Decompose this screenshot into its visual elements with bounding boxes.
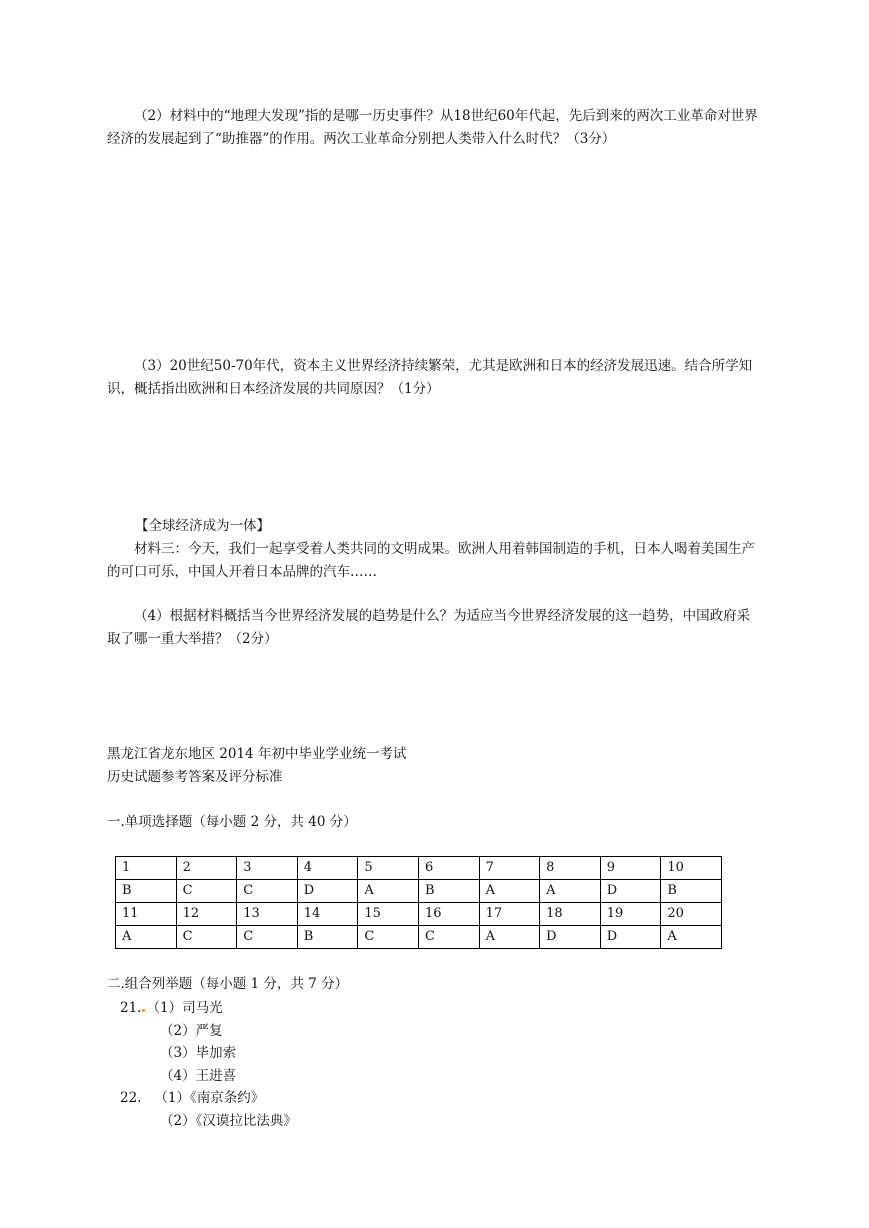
table-cell: 5 [358,857,419,880]
table-cell: B [661,880,722,903]
table-cell: D [600,926,661,949]
table-cell: 16 [418,903,479,926]
q21-item-2: （2）严复 [160,1022,223,1039]
table-cell: 4 [297,857,358,880]
table-cell: 20 [661,903,722,926]
q21-number: 21. [120,1000,142,1016]
table-cell: D [540,926,601,949]
q22-item-2: （2）《汉谟拉比法典》 [160,1112,297,1129]
answer-table [115,856,722,949]
table-cell: 15 [358,903,419,926]
question-4: （4）根据材料概括当今世界经济发展的趋势是什么？为适应当今世界经济发展的这一趋势，中国政府采取了哪一重大举措？（2分） [107,608,751,647]
q21-item-1: 21. （1）司马光 [120,1000,223,1016]
table-cell: B [297,926,358,949]
table-row [116,880,722,903]
table-cell: 9 [600,857,661,880]
table-cell: 14 [297,903,358,926]
table-row [116,857,722,880]
table-cell: 11 [116,903,177,926]
table-row [116,926,722,949]
section-title: 【全球经济成为一体】 [135,518,270,534]
table-cell: 8 [540,857,601,880]
table-cell: A [479,926,540,949]
table-cell: 19 [600,903,661,926]
table-cell: C [237,880,298,903]
table-cell: A [661,926,722,949]
table-cell: C [176,880,237,903]
table-cell: A [116,926,177,949]
answer-key-subheading: 历史试题参考答案及评分标准 [107,769,283,785]
table-cell: A [540,880,601,903]
table-cell: 17 [479,903,540,926]
table-cell: B [418,880,479,903]
table-cell: A [479,880,540,903]
answer-key-heading: 黑龙江省龙东地区 2014 年初中毕业学业统一考试 [107,746,407,762]
material-3: 材料三：今天，我们一起享受着人类共同的文明成果。欧洲人用着韩国制造的手机，日本人喝着美国生产的可口可乐，中国人开着日本品牌的汽车…… [107,541,755,580]
table-cell: 12 [176,903,237,926]
q22-number: 22. [120,1090,142,1106]
part1-title: 一.单项选择题（每小题 2 分，共 40 分） [107,814,357,830]
table-cell: D [297,880,358,903]
table-cell: 2 [176,857,237,880]
table-cell: C [237,926,298,949]
table-cell: 1 [116,857,177,880]
table-cell: B [116,880,177,903]
q21-item-4: （4）王进喜 [160,1067,237,1084]
table-cell: 10 [661,857,722,880]
question-3: （3）20世纪50-70年代，资本主义世界经济持续繁荣，尤其是欧洲和日本的经济发展迅速。结合所学知识，概括指出欧洲和日本经济发展的共同原因？（1分） [107,358,753,397]
table-cell: C [418,926,479,949]
part2-title: 二.组合列举题（每小题 1 分，共 7 分） [107,976,349,992]
q22-item-1: 22. （1）《南京条约》 [120,1090,265,1106]
table-cell: D [600,880,661,903]
table-cell: C [176,926,237,949]
table-cell: A [358,880,419,903]
question-2: （2）材料中的“地理大发现”指的是哪一历史事件？从18世纪60年代起，先后到来的两次工业革命对世界经济的发展起到了“助推器”的作用。两次工业革命分别把人类带入什么时代？（3分） [107,108,758,147]
table-cell: 18 [540,903,601,926]
q21-item-3: （3）毕加索 [160,1045,237,1061]
table-row [116,903,722,926]
table-cell: 3 [237,857,298,880]
table-cell: 7 [479,857,540,880]
table-cell: 13 [237,903,298,926]
answer-list [120,997,297,1132]
table-cell: 6 [418,857,479,880]
table-cell: C [358,926,419,949]
